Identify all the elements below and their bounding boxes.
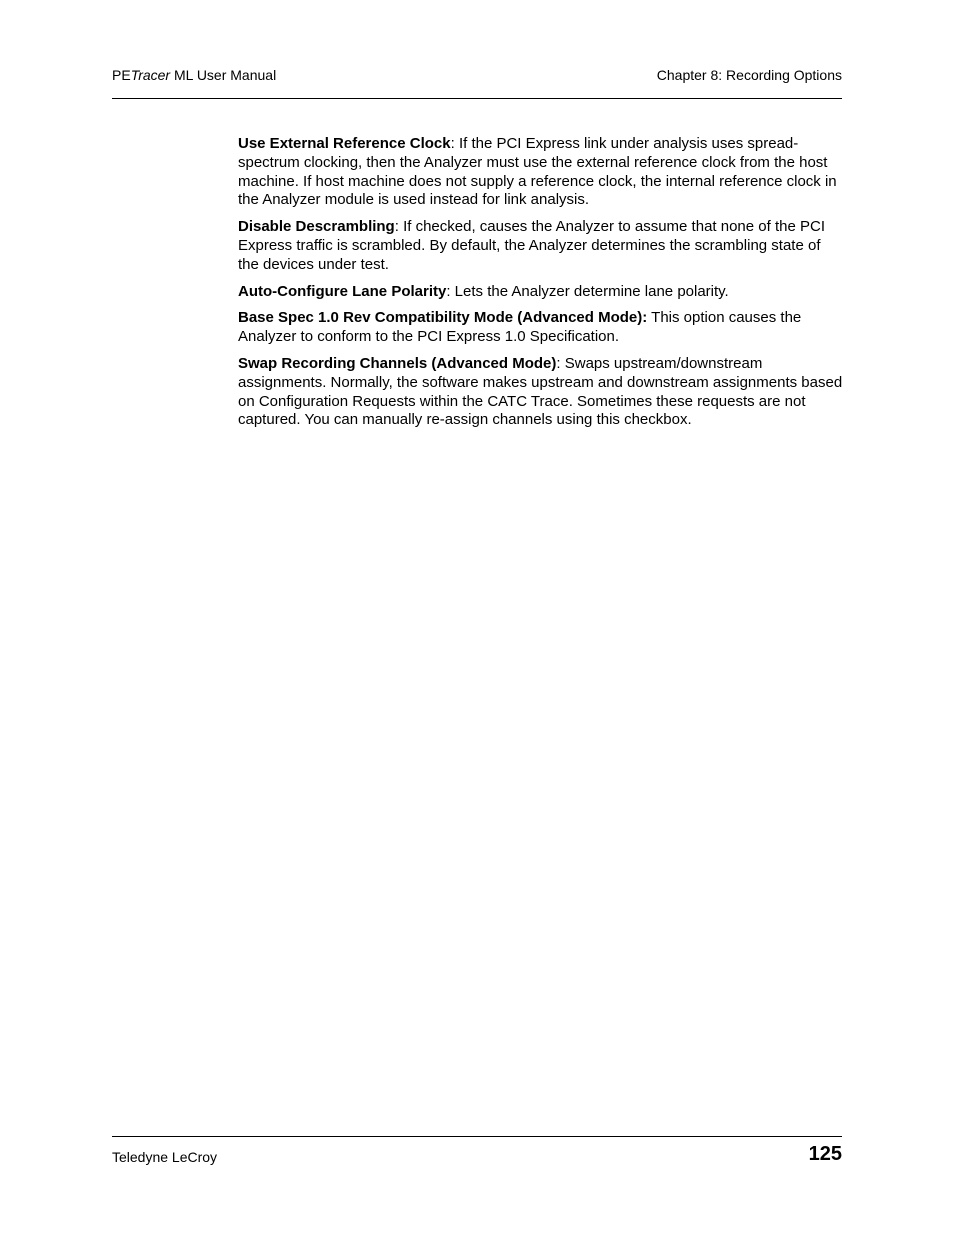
- main-content: [238, 135, 844, 438]
- footer-divider: [112, 1136, 842, 1137]
- option-term: Use External Reference Clock: [238, 135, 451, 152]
- manual-title-prefix: PE: [112, 67, 131, 83]
- page-number: 125: [808, 1143, 842, 1165]
- page-header: [112, 66, 842, 84]
- option-paragraph-disable-descrambling: [238, 218, 844, 274]
- option-description: : Swaps upstream/downstream assignments. Normally, the software makes upstream and downstream assignments based on Configuration Requests within the CATC Trace. Sometimes these requests are not captured. You can manually re-assign channels using this checkbox.: [238, 354, 843, 429]
- option-description: : Lets the Analyzer determine lane polarity.: [446, 282, 729, 300]
- option-paragraph-base-spec: [238, 309, 844, 347]
- option-paragraph-swap-channels: [238, 355, 844, 430]
- option-term: Auto-Configure Lane Polarity: [238, 282, 447, 300]
- option-paragraph-external-clock: [238, 135, 844, 210]
- footer-company: Teledyne LeCroy: [112, 1149, 218, 1165]
- option-description: : If checked, causes the Analyzer to assume that none of the PCI Express traffic is scrambled. By default, the Analyzer determines the scrambling state of the devices under test.: [238, 218, 825, 273]
- option-term: Swap Recording Channels (Advanced Mode): [238, 354, 557, 372]
- chapter-title: Chapter 8: Recording Options: [656, 67, 842, 83]
- option-term: Disable Descrambling: [238, 218, 395, 236]
- manual-title-suffix: ML User Manual: [170, 67, 277, 83]
- option-description: : If the PCI Express link under analysis uses spread-spectrum clocking, then the Analyzer must use the external reference clock from the host machine. If host machine does not supply a reference clock, the internal reference clock in the Analyzer module is used instead for link analysis.: [238, 135, 837, 209]
- option-paragraph-lane-polarity: [238, 283, 844, 302]
- manual-title-italic: Tracer: [130, 67, 171, 83]
- manual-title: [112, 66, 276, 84]
- option-description: This option causes the Analyzer to conform to the PCI Express 1.0 Specification.: [238, 309, 802, 346]
- header-divider: [112, 98, 842, 99]
- option-term: Base Spec 1.0 Rev Compatibility Mode (Advanced Mode):: [238, 309, 648, 327]
